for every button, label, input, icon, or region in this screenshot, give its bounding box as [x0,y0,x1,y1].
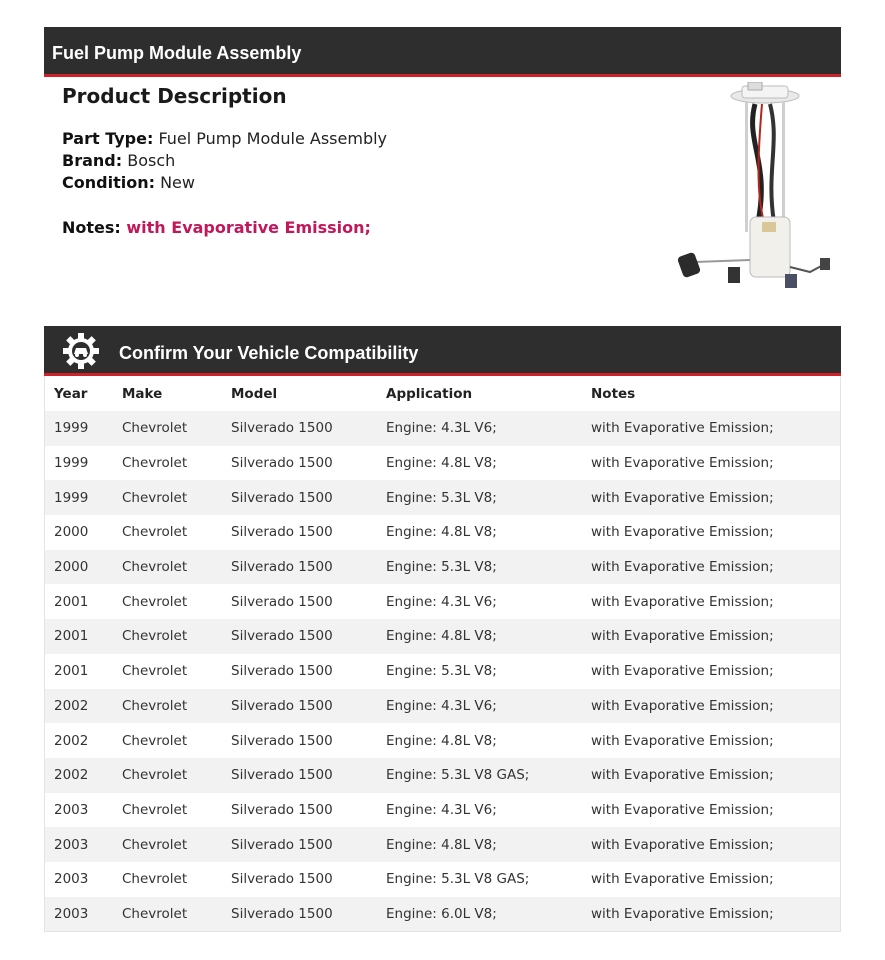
model-cell: Silverado 1500 [231,905,333,922]
notes-label: Notes: [62,218,121,237]
application-cell: Engine: 5.3L V8; [386,489,497,506]
make-cell: Chevrolet [122,801,188,818]
application-cell: Engine: 4.3L V6; [386,420,497,437]
table-row [45,758,840,793]
table-row [45,793,840,828]
brand-row [62,150,387,172]
application-cell: Engine: 4.8L V8; [386,732,497,749]
model-cell: Silverado 1500 [231,628,333,645]
year-cell: 2003 [54,905,89,922]
product-description-heading: Product Description [62,84,287,108]
make-cell: Chevrolet [122,663,188,680]
table-header-row [45,376,840,411]
table-row [45,723,840,758]
brand-value: Bosch [127,151,176,170]
notes-cell: with Evaporative Emission; [591,801,774,818]
table-row [45,550,840,585]
col-notes: Notes [591,385,636,402]
make-cell: Chevrolet [122,871,188,888]
table-row [45,689,840,724]
application-cell: Engine: 5.3L V8 GAS; [386,871,530,888]
year-cell: 2002 [54,697,89,714]
make-cell: Chevrolet [122,905,188,922]
col-application: Application [386,385,473,402]
notes-cell: with Evaporative Emission; [591,628,774,645]
model-cell: Silverado 1500 [231,871,333,888]
year-cell: 2001 [54,663,89,680]
notes-cell: with Evaporative Emission; [591,559,774,576]
application-cell: Engine: 4.3L V6; [386,801,497,818]
make-cell: Chevrolet [122,732,188,749]
model-cell: Silverado 1500 [231,767,333,784]
year-cell: 2003 [54,871,89,888]
year-cell: 2003 [54,836,89,853]
notes-cell: with Evaporative Emission; [591,420,774,437]
notes-cell: with Evaporative Emission; [591,697,774,714]
table-row [45,654,840,689]
make-cell: Chevrolet [122,559,188,576]
col-make: Make [122,385,163,402]
application-cell: Engine: 6.0L V8; [386,905,497,922]
notes-cell: with Evaporative Emission; [591,489,774,506]
condition-label: Condition: [62,173,155,192]
make-cell: Chevrolet [122,593,188,610]
application-cell: Engine: 5.3L V8 GAS; [386,767,530,784]
notes-value: with Evaporative Emission; [126,218,371,237]
year-cell: 2000 [54,559,89,576]
model-cell: Silverado 1500 [231,801,333,818]
notes-cell: with Evaporative Emission; [591,593,774,610]
model-cell: Silverado 1500 [231,489,333,506]
brand-label: Brand: [62,151,123,170]
page-title: Fuel Pump Module Assembly [52,43,302,63]
application-cell: Engine: 4.8L V8; [386,455,497,472]
table-row [45,515,840,550]
make-cell: Chevrolet [122,697,188,714]
make-cell: Chevrolet [122,836,188,853]
application-cell: Engine: 4.3L V6; [386,593,497,610]
year-cell: 1999 [54,455,89,472]
make-cell: Chevrolet [122,455,188,472]
make-cell: Chevrolet [122,524,188,541]
title-bar [44,27,841,77]
table-row [45,897,840,932]
year-cell: 2003 [54,801,89,818]
application-cell: Engine: 5.3L V8; [386,663,497,680]
model-cell: Silverado 1500 [231,593,333,610]
notes-cell: with Evaporative Emission; [591,524,774,541]
year-cell: 1999 [54,420,89,437]
notes-cell: with Evaporative Emission; [591,455,774,472]
application-cell: Engine: 5.3L V8; [386,559,497,576]
condition-value: New [160,173,195,192]
notes-row [62,218,371,237]
spec-list [62,128,387,194]
model-cell: Silverado 1500 [231,455,333,472]
notes-cell: with Evaporative Emission; [591,836,774,853]
product-description-section [62,84,287,108]
make-cell: Chevrolet [122,489,188,506]
col-year: Year [54,385,88,402]
application-cell: Engine: 4.8L V8; [386,524,497,541]
model-cell: Silverado 1500 [231,524,333,541]
year-cell: 2000 [54,524,89,541]
table-row [45,619,840,654]
model-cell: Silverado 1500 [231,559,333,576]
year-cell: 2002 [54,767,89,784]
compatibility-bar [44,326,841,376]
notes-cell: with Evaporative Emission; [591,905,774,922]
table-row [45,862,840,897]
col-model: Model [231,385,278,402]
year-cell: 2001 [54,628,89,645]
condition-row [62,172,387,194]
year-cell: 2002 [54,732,89,749]
model-cell: Silverado 1500 [231,836,333,853]
model-cell: Silverado 1500 [231,697,333,714]
gear-car-icon [62,332,100,370]
part-type-value: Fuel Pump Module Assembly [158,129,388,148]
application-cell: Engine: 4.8L V8; [386,836,497,853]
part-type-row [62,128,387,150]
application-cell: Engine: 4.3L V6; [386,697,497,714]
table-row [45,827,840,862]
table-row [45,411,840,446]
model-cell: Silverado 1500 [231,420,333,437]
fuel-pump-module-image [670,82,840,302]
make-cell: Chevrolet [122,420,188,437]
year-cell: 2001 [54,593,89,610]
make-cell: Chevrolet [122,628,188,645]
notes-cell: with Evaporative Emission; [591,767,774,784]
compatibility-title: Confirm Your Vehicle Compatibility [119,343,419,363]
year-cell: 1999 [54,489,89,506]
notes-cell: with Evaporative Emission; [591,732,774,749]
table-row [45,480,840,515]
application-cell: Engine: 4.8L V8; [386,628,497,645]
part-type-label: Part Type: [62,129,154,148]
table-row [45,584,840,619]
compatibility-table [44,376,841,932]
model-cell: Silverado 1500 [231,732,333,749]
notes-cell: with Evaporative Emission; [591,663,774,680]
make-cell: Chevrolet [122,767,188,784]
table-row [45,446,840,481]
notes-cell: with Evaporative Emission; [591,871,774,888]
model-cell: Silverado 1500 [231,663,333,680]
